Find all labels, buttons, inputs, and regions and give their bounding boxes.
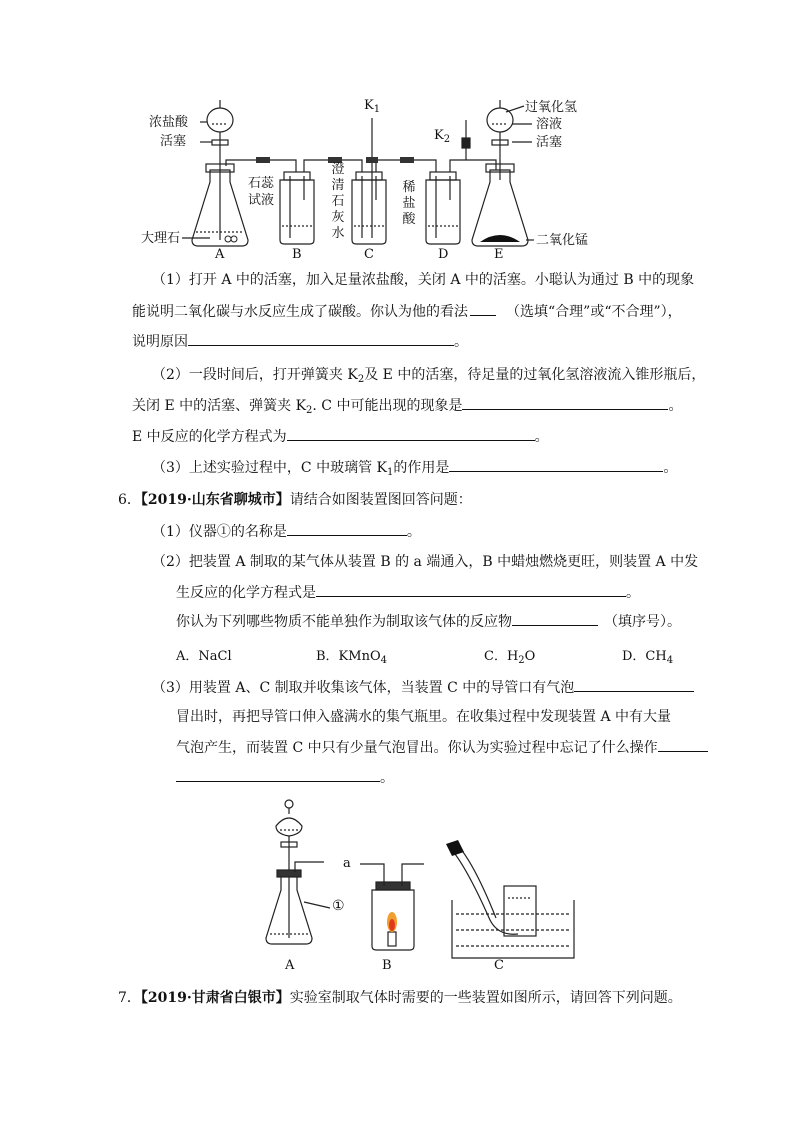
q6-option-b[interactable]: B．KMnO$_4$	[316, 649, 387, 666]
q5-part1-line2: 能说明二氧化碳与水反应生成了碳酸。你认为他的看法 （选填“合理”或“不合理”），	[132, 301, 682, 322]
figure-2-apparatus	[0, 790, 794, 980]
label-limewater: 澄清石灰水	[331, 162, 345, 241]
label-apparatus-e: E	[494, 247, 504, 262]
label-stopcock-a: 活塞	[160, 134, 187, 149]
q6-part2-line1: （2）把装置 A 制取的某气体从装置 B 的 a 端通入，B 中蜡烛燃烧更旺，则装置 A 中发	[152, 554, 699, 570]
q6-part3-line3: 气泡产生，而装置 C 中只有少量气泡冒出。你认为实验过程中忘记了什么操作	[176, 737, 708, 758]
q6-option-d[interactable]: D．$CH_4$	[622, 649, 674, 666]
q6-part3-line1: （3）用装置 A、C 制取并收集该气体，当装置 C 中的导管口有气泡	[152, 677, 694, 698]
label-apparatus-b: B	[292, 247, 302, 262]
q6-answer-blank-options[interactable]	[512, 611, 598, 626]
figure-2-drawing	[0, 790, 794, 980]
q6-part3-line4: 。	[176, 767, 394, 788]
label-fig2-a: A	[285, 958, 295, 973]
q6-option-c[interactable]: C．$H_2O$	[484, 649, 536, 666]
label-fig2-c: C	[494, 958, 504, 973]
q5-part3: （3）上述实验过程中，C 中玻璃管 $K_1$的作用是 。	[152, 457, 677, 478]
label-k1: $K_1$	[364, 98, 381, 115]
q6-part2-line2: 生反应的化学方程式是 。	[176, 582, 640, 603]
q6-stem: 6．【2019·山东省聊城市】请结合如图装置图回答问题：	[118, 492, 472, 508]
q5-part2-line3: E 中反应的化学方程式为 。	[132, 426, 549, 447]
label-litmus: 石蕊试液	[248, 176, 275, 208]
label-mno2: 二氧化锰	[536, 233, 589, 248]
label-apparatus-d: D	[438, 247, 449, 262]
q6-part2-line3: 你认为下列哪些物质不能单独作为制取该气体的反应物 （填序号）。	[176, 611, 681, 632]
q7-stem: 7．【2019·甘肃省白银市】实验室制取气体时需要的一些装置如图所示，请回答下列问题。	[118, 990, 682, 1006]
label-apparatus-a: A	[215, 247, 225, 262]
label-stopcock-e: 活塞	[536, 135, 563, 150]
q6-option-a[interactable]: A．NaCl	[176, 649, 232, 664]
label-conc-hcl: 浓盐酸	[149, 115, 189, 130]
label-port-a: a	[343, 856, 351, 871]
label-instrument-one: ①	[332, 898, 345, 914]
label-apparatus-c: C	[364, 247, 374, 262]
q6-answer-blank-operation-2[interactable]	[176, 767, 380, 782]
label-solution: 溶液	[536, 117, 563, 132]
q5-part1-line3: 说明原因 。	[132, 331, 468, 352]
q6-part3-line2: 冒出时，再把导管口伸入盛满水的集气瓶里。在收集过程中发现装置 A 中有大量	[176, 709, 672, 725]
q6-answer-blank-operation-1[interactable]	[658, 737, 708, 752]
label-marble: 大理石	[141, 231, 181, 246]
q6-answer-blank-equation[interactable]	[316, 582, 626, 597]
q5-part1-line1: （1）打开 A 中的活塞，加入足量浓盐酸，关闭 A 中的活塞。小聪认为通过 B 中的现象	[152, 272, 695, 288]
label-dilute-hcl: 稀盐酸	[402, 180, 416, 227]
label-fig2-b: B	[382, 958, 392, 973]
q5-part2-line2: 关闭 E 中的活塞、弹簧夹 $K_2$. C 中可能出现的现象是 。	[132, 395, 682, 416]
label-k2: $K_2$	[434, 128, 451, 145]
q6-answer-blank-bubbles[interactable]	[574, 677, 694, 692]
q6-answer-blank-instrument[interactable]	[287, 521, 407, 536]
q6-part1: （1）仪器①的名称是 。	[152, 521, 421, 542]
q5-part2-line1: （2）一段时间后，打开弹簧夹 $K_2$及 E 中的活塞，待足量的过氧化氢溶液流入锥形瓶后，	[152, 367, 706, 385]
label-h2o2: 过氧化氢	[525, 100, 578, 115]
